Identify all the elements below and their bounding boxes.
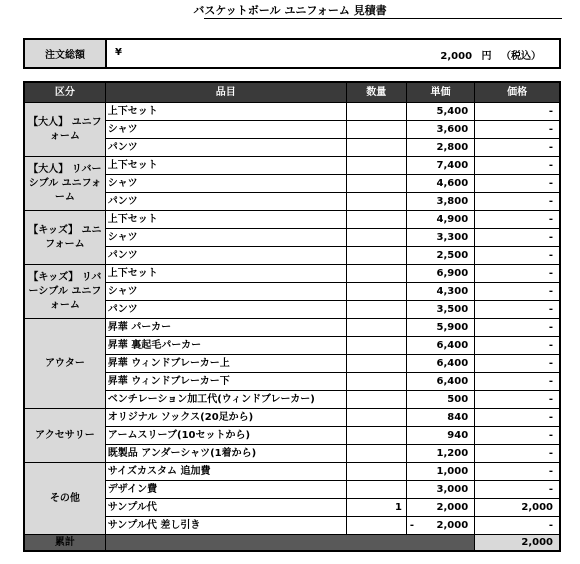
price-cell: -	[475, 517, 560, 535]
table-row	[24, 337, 560, 355]
quantity-cell[interactable]	[346, 175, 406, 193]
item-name-cell: デザイン費	[105, 481, 346, 499]
unit-price-value: 1,200	[436, 448, 469, 459]
unit-price-value: 2,800	[436, 142, 469, 153]
table-row	[24, 481, 560, 499]
unit-price-value: 2,000	[436, 520, 469, 531]
table-row	[24, 373, 560, 391]
price-cell: -	[475, 445, 560, 463]
quantity-cell[interactable]	[346, 445, 406, 463]
item-name-cell: シャツ	[105, 121, 346, 139]
item-name-cell: シャツ	[105, 229, 346, 247]
table-row	[24, 211, 560, 229]
price-cell: -	[475, 337, 560, 355]
unit-price-value: 6,900	[436, 268, 469, 279]
quantity-cell[interactable]	[346, 337, 406, 355]
unit-price-value: 5,900	[436, 322, 469, 333]
unit-price-cell	[406, 319, 474, 337]
unit-price-cell	[406, 265, 474, 283]
quantity-cell[interactable]	[346, 463, 406, 481]
total-row	[24, 535, 560, 552]
table-row	[24, 103, 560, 121]
item-name-cell: シャツ	[105, 175, 346, 193]
order-total-table	[23, 38, 561, 69]
unit-price-cell	[406, 175, 474, 193]
unit-price-cell	[406, 193, 474, 211]
unit-price-cell	[406, 103, 474, 121]
quantity-cell[interactable]	[346, 193, 406, 211]
table-row	[24, 301, 560, 319]
quantity-cell[interactable]	[346, 301, 406, 319]
category-cell: 【キッズ】 ユニフォーム	[24, 211, 105, 265]
unit-price-value: 6,400	[436, 358, 469, 369]
unit-price-cell	[406, 463, 474, 481]
price-cell: -	[475, 121, 560, 139]
unit-price-cell	[406, 499, 474, 517]
unit-price-value: 4,900	[436, 214, 469, 225]
price-cell: -	[475, 247, 560, 265]
price-cell: -	[475, 139, 560, 157]
unit-price-value: 500	[447, 394, 469, 405]
table-row	[24, 463, 560, 481]
quantity-cell[interactable]	[346, 283, 406, 301]
unit-price-cell	[406, 157, 474, 175]
unit-price-value: 6,400	[436, 340, 469, 351]
price-cell: -	[475, 463, 560, 481]
table-row	[24, 445, 560, 463]
unit-price-cell	[406, 391, 474, 409]
total-spacer	[105, 535, 474, 552]
quantity-cell[interactable]	[346, 391, 406, 409]
unit-price-value: 2,000	[436, 502, 469, 513]
item-name-cell: サンプル代	[105, 499, 346, 517]
unit-price-cell	[406, 445, 474, 463]
category-cell: アウター	[24, 319, 105, 409]
total-label: 累計	[24, 535, 105, 552]
category-cell: 【大人】 リバーシブル ユニフォーム	[24, 157, 105, 211]
unit-price-cell	[406, 481, 474, 499]
price-cell: -	[475, 391, 560, 409]
price-cell: -	[475, 373, 560, 391]
quantity-cell[interactable]	[346, 319, 406, 337]
negative-prefix: -	[409, 520, 415, 531]
unit-price-value: 4,600	[436, 178, 469, 189]
price-cell: -	[475, 481, 560, 499]
item-name-cell: 上下セット	[105, 103, 346, 121]
price-cell: -	[475, 103, 560, 121]
item-name-cell: 既製品 アンダーシャツ(1着から)	[105, 445, 346, 463]
page-title: バスケットボール ユニフォーム 見積書	[193, 4, 387, 17]
price-cell: -	[475, 427, 560, 445]
table-row	[24, 517, 560, 535]
table-row	[24, 139, 560, 157]
quantity-cell[interactable]	[346, 265, 406, 283]
table-row	[24, 499, 560, 517]
quantity-cell[interactable]	[346, 355, 406, 373]
unit-price-value: 1,000	[436, 466, 469, 477]
table-row	[24, 265, 560, 283]
order-total-amount: 2,000 円 （税込）	[440, 51, 541, 62]
table-row	[24, 355, 560, 373]
quantity-cell[interactable]	[346, 121, 406, 139]
item-name-cell: サイズカスタム 追加費	[105, 463, 346, 481]
unit-price-cell	[406, 121, 474, 139]
unit-price-value: 4,300	[436, 286, 469, 297]
currency-symbol: ¥	[115, 47, 122, 58]
unit-price-value: 3,300	[436, 232, 469, 243]
unit-price-cell	[406, 139, 474, 157]
header-category: 区分	[24, 82, 105, 103]
unit-price-value: 3,600	[436, 124, 469, 135]
unit-price-value: 7,400	[436, 160, 469, 171]
unit-price-cell	[406, 211, 474, 229]
total-value: 2,000	[475, 535, 560, 552]
table-row	[24, 319, 560, 337]
quote-table	[23, 81, 561, 552]
table-row	[24, 409, 560, 427]
table-row	[24, 175, 560, 193]
item-name-cell: サンプル代 差し引き	[105, 517, 346, 535]
price-cell: -	[475, 319, 560, 337]
order-total-value-cell[interactable]	[106, 39, 560, 68]
order-total-label: 注文総額	[24, 39, 106, 68]
item-name-cell: ベンチレーション加工代(ウィンドブレーカー)	[105, 391, 346, 409]
item-name-cell: シャツ	[105, 283, 346, 301]
quote-body	[24, 103, 560, 535]
table-row	[24, 121, 560, 139]
table-row	[24, 193, 560, 211]
unit-price-value: 3,500	[436, 304, 469, 315]
table-row	[24, 157, 560, 175]
price-cell: 2,000	[475, 499, 560, 517]
header-price: 価格	[475, 82, 560, 103]
item-name-cell: 昇華 パーカー	[105, 319, 346, 337]
unit-price-value: 940	[447, 430, 469, 441]
item-name-cell: アームスリーブ(10セットから)	[105, 427, 346, 445]
price-cell: -	[475, 211, 560, 229]
price-cell: -	[475, 175, 560, 193]
table-row	[24, 229, 560, 247]
unit-price-value: 3,000	[436, 484, 469, 495]
item-name-cell: 昇華 ウィンドブレーカー上	[105, 355, 346, 373]
title-underline	[204, 18, 562, 19]
item-name-cell: パンツ	[105, 193, 346, 211]
header-row	[24, 82, 560, 103]
quantity-cell[interactable]	[346, 211, 406, 229]
category-cell: 【キッズ】 リバーシブル ユニフォーム	[24, 265, 105, 319]
unit-price-cell	[406, 355, 474, 373]
item-name-cell: パンツ	[105, 247, 346, 265]
price-cell: -	[475, 355, 560, 373]
item-name-cell: パンツ	[105, 301, 346, 319]
price-cell: -	[475, 409, 560, 427]
unit-price-cell	[406, 301, 474, 319]
quantity-cell[interactable]	[346, 373, 406, 391]
table-row	[24, 427, 560, 445]
unit-price-cell	[406, 373, 474, 391]
unit-price-cell	[406, 427, 474, 445]
quantity-cell[interactable]	[346, 103, 406, 121]
header-unit-price: 単価	[406, 82, 474, 103]
quantity-cell[interactable]	[346, 229, 406, 247]
quantity-cell[interactable]	[346, 247, 406, 265]
table-row	[24, 283, 560, 301]
unit-price-value: 840	[447, 412, 469, 423]
unit-price-value: 2,500	[436, 250, 469, 261]
quantity-cell[interactable]	[346, 139, 406, 157]
unit-price-value: 5,400	[436, 106, 469, 117]
quantity-cell[interactable]	[346, 157, 406, 175]
category-cell: 【大人】 ユニフォーム	[24, 103, 105, 157]
unit-price-value: 6,400	[436, 376, 469, 387]
unit-price-cell	[406, 229, 474, 247]
item-name-cell: 昇華 裏起毛パーカー	[105, 337, 346, 355]
category-cell: アクセサリー	[24, 409, 105, 463]
unit-price-cell	[406, 517, 474, 535]
table-row	[24, 391, 560, 409]
quantity-cell[interactable]	[346, 427, 406, 445]
item-name-cell: 上下セット	[105, 211, 346, 229]
quantity-cell[interactable]: 1	[346, 499, 406, 517]
price-cell: -	[475, 193, 560, 211]
unit-price-cell	[406, 247, 474, 265]
item-name-cell: パンツ	[105, 139, 346, 157]
unit-price-cell	[406, 409, 474, 427]
header-item: 品目	[105, 82, 346, 103]
item-name-cell: 昇華 ウィンドブレーカー下	[105, 373, 346, 391]
table-row	[24, 247, 560, 265]
unit-price-cell	[406, 337, 474, 355]
quantity-cell[interactable]	[346, 409, 406, 427]
unit-price-value: 3,800	[436, 196, 469, 207]
quantity-cell[interactable]	[346, 481, 406, 499]
category-cell: その他	[24, 463, 105, 535]
item-name-cell: 上下セット	[105, 157, 346, 175]
price-cell: -	[475, 283, 560, 301]
price-cell: -	[475, 265, 560, 283]
quantity-cell[interactable]	[346, 517, 406, 535]
price-cell: -	[475, 157, 560, 175]
item-name-cell: オリジナル ソックス(20足から)	[105, 409, 346, 427]
header-quantity: 数量	[346, 82, 406, 103]
price-cell: -	[475, 229, 560, 247]
item-name-cell: 上下セット	[105, 265, 346, 283]
unit-price-cell	[406, 283, 474, 301]
price-cell: -	[475, 301, 560, 319]
